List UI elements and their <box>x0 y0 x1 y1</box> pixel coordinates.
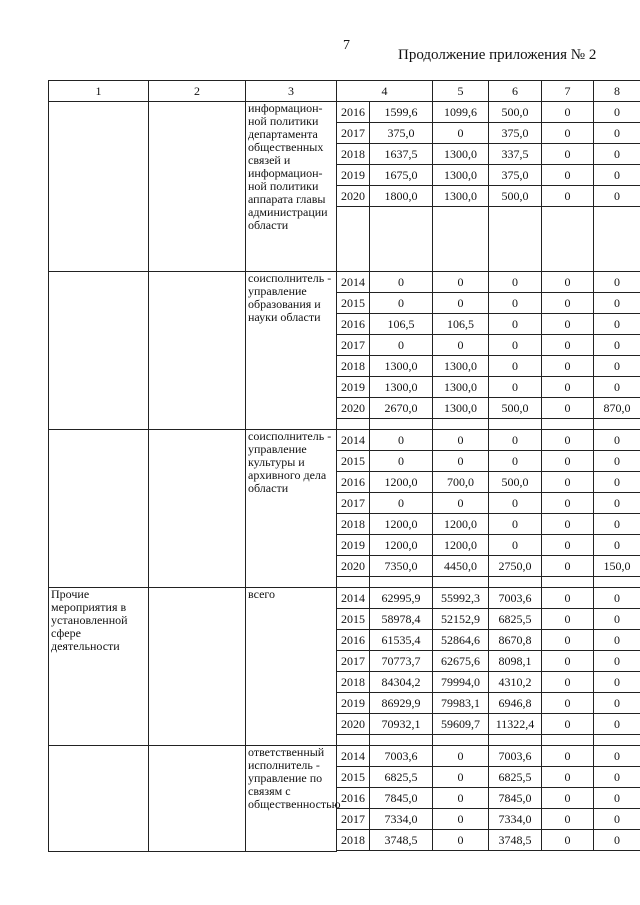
value-cell: 0 <box>489 514 542 535</box>
empty-cell <box>542 735 594 746</box>
value-cell: 62995,9 <box>370 588 433 609</box>
empty-cell <box>489 735 542 746</box>
value-cell: 1300,0 <box>433 377 489 398</box>
year-cell: 2017 <box>337 809 370 830</box>
value-cell: 0 <box>433 293 489 314</box>
value-cell: 0 <box>542 335 594 356</box>
column-header: 2 <box>149 81 246 102</box>
value-cell: 7350,0 <box>370 556 433 577</box>
year-cell: 2019 <box>337 165 370 186</box>
value-cell: 0 <box>370 272 433 293</box>
year-cell: 2016 <box>337 630 370 651</box>
value-cell: 4450,0 <box>433 556 489 577</box>
year-cell: 2019 <box>337 535 370 556</box>
year-cell: 2017 <box>337 651 370 672</box>
value-cell: 0 <box>489 535 542 556</box>
year-cell: 2017 <box>337 493 370 514</box>
value-cell: 0 <box>594 165 640 186</box>
value-cell: 0 <box>370 293 433 314</box>
value-cell: 375,0 <box>489 123 542 144</box>
value-cell: 0 <box>542 788 594 809</box>
empty-cell <box>542 207 594 272</box>
year-cell: 2015 <box>337 609 370 630</box>
empty-cell <box>542 851 594 852</box>
year-cell: 2014 <box>337 588 370 609</box>
value-cell: 0 <box>542 672 594 693</box>
value-cell: 0 <box>594 535 640 556</box>
value-cell: 0 <box>542 809 594 830</box>
value-cell: 375,0 <box>370 123 433 144</box>
value-cell: 0 <box>433 335 489 356</box>
code-cell <box>149 272 246 430</box>
value-cell: 1300,0 <box>370 377 433 398</box>
year-cell: 2017 <box>337 335 370 356</box>
value-cell: 0 <box>594 451 640 472</box>
measure-name-cell <box>49 746 149 852</box>
empty-cell <box>489 851 542 852</box>
value-cell: 0 <box>489 293 542 314</box>
value-cell: 0 <box>594 651 640 672</box>
value-cell: 61535,4 <box>370 630 433 651</box>
empty-cell <box>337 419 370 430</box>
value-cell: 55992,3 <box>433 588 489 609</box>
year-cell: 2018 <box>337 672 370 693</box>
value-cell: 0 <box>594 430 640 451</box>
value-cell: 0 <box>542 293 594 314</box>
value-cell: 7334,0 <box>489 809 542 830</box>
value-cell: 106,5 <box>370 314 433 335</box>
column-header: 4 <box>337 81 433 102</box>
value-cell: 0 <box>542 165 594 186</box>
value-cell: 150,0 <box>594 556 640 577</box>
value-cell: 6825,5 <box>489 767 542 788</box>
value-cell: 0 <box>433 746 489 767</box>
value-cell: 0 <box>433 830 489 851</box>
value-cell: 500,0 <box>489 472 542 493</box>
code-cell <box>149 102 246 272</box>
value-cell: 0 <box>594 809 640 830</box>
value-cell: 8670,8 <box>489 630 542 651</box>
value-cell: 0 <box>489 430 542 451</box>
value-cell: 1200,0 <box>370 535 433 556</box>
value-cell: 52864,6 <box>433 630 489 651</box>
value-cell: 700,0 <box>433 472 489 493</box>
empty-cell <box>489 577 542 588</box>
value-cell: 0 <box>594 186 640 207</box>
year-cell: 2020 <box>337 398 370 419</box>
value-cell: 870,0 <box>594 398 640 419</box>
value-cell: 1200,0 <box>433 514 489 535</box>
empty-cell <box>370 207 433 272</box>
empty-cell <box>542 419 594 430</box>
value-cell: 6825,5 <box>370 767 433 788</box>
column-header: 7 <box>542 81 594 102</box>
value-cell: 0 <box>594 672 640 693</box>
empty-cell <box>433 735 489 746</box>
value-cell: 0 <box>542 535 594 556</box>
table-row <box>49 102 640 123</box>
year-cell: 2016 <box>337 314 370 335</box>
value-cell: 1300,0 <box>433 144 489 165</box>
table-row <box>49 588 640 609</box>
value-cell: 0 <box>594 746 640 767</box>
executor-cell: ответственный исполнитель - управление по связям с общественностью <box>246 746 337 852</box>
value-cell: 0 <box>370 493 433 514</box>
value-cell: 337,5 <box>489 144 542 165</box>
value-cell: 0 <box>542 430 594 451</box>
empty-cell <box>370 419 433 430</box>
value-cell: 0 <box>542 493 594 514</box>
table-row <box>49 272 640 293</box>
code-cell <box>149 746 246 852</box>
value-cell: 0 <box>542 651 594 672</box>
value-cell: 79983,1 <box>433 693 489 714</box>
empty-cell <box>594 207 640 272</box>
empty-cell <box>337 851 370 852</box>
value-cell: 0 <box>594 102 640 123</box>
value-cell: 1200,0 <box>370 514 433 535</box>
value-cell: 1300,0 <box>433 165 489 186</box>
value-cell: 0 <box>542 102 594 123</box>
year-cell: 2015 <box>337 293 370 314</box>
value-cell: 0 <box>594 144 640 165</box>
value-cell: 500,0 <box>489 186 542 207</box>
column-header: 3 <box>246 81 337 102</box>
value-cell: 0 <box>542 377 594 398</box>
empty-cell <box>594 851 640 852</box>
year-cell: 2016 <box>337 472 370 493</box>
value-cell: 1800,0 <box>370 186 433 207</box>
year-cell: 2014 <box>337 430 370 451</box>
empty-cell <box>594 419 640 430</box>
year-cell: 2018 <box>337 144 370 165</box>
executor-cell: всего <box>246 588 337 746</box>
value-cell: 1300,0 <box>433 356 489 377</box>
value-cell: 0 <box>489 451 542 472</box>
value-cell: 0 <box>542 556 594 577</box>
empty-cell <box>370 735 433 746</box>
year-cell: 2016 <box>337 102 370 123</box>
year-cell: 2018 <box>337 356 370 377</box>
year-cell: 2020 <box>337 714 370 735</box>
table-row <box>49 430 640 451</box>
value-cell: 1637,5 <box>370 144 433 165</box>
value-cell: 1300,0 <box>433 398 489 419</box>
value-cell: 0 <box>594 588 640 609</box>
year-cell: 2015 <box>337 767 370 788</box>
executor-cell: соисполнитель - управление образования и науки области <box>246 272 337 430</box>
year-cell: 2019 <box>337 377 370 398</box>
value-cell: 2750,0 <box>489 556 542 577</box>
value-cell: 0 <box>433 767 489 788</box>
value-cell: 1099,6 <box>433 102 489 123</box>
year-cell: 2016 <box>337 788 370 809</box>
year-cell: 2015 <box>337 451 370 472</box>
value-cell: 0 <box>489 377 542 398</box>
year-cell: 2014 <box>337 746 370 767</box>
empty-cell <box>433 207 489 272</box>
value-cell: 79994,0 <box>433 672 489 693</box>
column-header: 5 <box>433 81 489 102</box>
empty-cell <box>594 577 640 588</box>
value-cell: 0 <box>542 767 594 788</box>
value-cell: 0 <box>594 493 640 514</box>
value-cell: 0 <box>542 144 594 165</box>
column-header: 1 <box>49 81 149 102</box>
column-header: 6 <box>489 81 542 102</box>
value-cell: 6825,5 <box>489 609 542 630</box>
code-cell <box>149 430 246 588</box>
value-cell: 62675,6 <box>433 651 489 672</box>
value-cell: 500,0 <box>489 398 542 419</box>
value-cell: 0 <box>433 788 489 809</box>
value-cell: 0 <box>489 335 542 356</box>
year-cell: 2018 <box>337 514 370 535</box>
value-cell: 7334,0 <box>370 809 433 830</box>
empty-cell <box>489 419 542 430</box>
year-cell: 2020 <box>337 186 370 207</box>
value-cell: 1200,0 <box>433 535 489 556</box>
code-cell <box>149 588 246 746</box>
value-cell: 0 <box>370 430 433 451</box>
value-cell: 0 <box>542 714 594 735</box>
value-cell: 1675,0 <box>370 165 433 186</box>
value-cell: 58978,4 <box>370 609 433 630</box>
value-cell: 70773,7 <box>370 651 433 672</box>
value-cell: 86929,9 <box>370 693 433 714</box>
value-cell: 0 <box>542 356 594 377</box>
empty-cell <box>433 419 489 430</box>
value-cell: 7003,6 <box>489 588 542 609</box>
value-cell: 0 <box>433 430 489 451</box>
value-cell: 0 <box>433 272 489 293</box>
executor-cell: информацион-ной политики департамента общественных связей и информацион-ной политики аппарата главы администрации области <box>246 102 337 272</box>
value-cell: 0 <box>542 588 594 609</box>
appendix-label: Продолжение приложения № 2 <box>398 47 597 63</box>
value-cell: 0 <box>542 609 594 630</box>
value-cell: 0 <box>542 746 594 767</box>
value-cell: 500,0 <box>489 102 542 123</box>
value-cell: 70932,1 <box>370 714 433 735</box>
executor-cell: соисполнитель - управление культуры и архивного дела области <box>246 430 337 588</box>
year-cell: 2020 <box>337 556 370 577</box>
value-cell: 0 <box>542 693 594 714</box>
year-cell: 2017 <box>337 123 370 144</box>
value-cell: 1599,6 <box>370 102 433 123</box>
value-cell: 0 <box>542 514 594 535</box>
value-cell: 52152,9 <box>433 609 489 630</box>
value-cell: 0 <box>542 398 594 419</box>
empty-cell <box>337 207 370 272</box>
value-cell: 0 <box>594 514 640 535</box>
measure-name-cell: Прочие мероприятия в установленной сфере деятельности <box>49 588 149 746</box>
year-cell: 2014 <box>337 272 370 293</box>
measure-name-cell <box>49 102 149 272</box>
empty-cell <box>370 577 433 588</box>
value-cell: 0 <box>489 272 542 293</box>
empty-cell <box>433 577 489 588</box>
value-cell: 0 <box>542 314 594 335</box>
value-cell: 0 <box>489 493 542 514</box>
value-cell: 0 <box>542 186 594 207</box>
value-cell: 0 <box>594 314 640 335</box>
year-cell: 2019 <box>337 693 370 714</box>
value-cell: 7845,0 <box>370 788 433 809</box>
empty-cell <box>594 735 640 746</box>
value-cell: 7845,0 <box>489 788 542 809</box>
value-cell: 0 <box>594 714 640 735</box>
value-cell: 0 <box>542 472 594 493</box>
empty-cell <box>542 577 594 588</box>
year-cell: 2018 <box>337 830 370 851</box>
value-cell: 2670,0 <box>370 398 433 419</box>
table-row <box>49 746 640 767</box>
value-cell: 106,5 <box>433 314 489 335</box>
header-row <box>49 81 640 102</box>
value-cell: 6946,8 <box>489 693 542 714</box>
value-cell: 0 <box>370 451 433 472</box>
value-cell: 0 <box>594 830 640 851</box>
value-cell: 0 <box>433 123 489 144</box>
value-cell: 1300,0 <box>370 356 433 377</box>
value-cell: 0 <box>542 272 594 293</box>
value-cell: 0 <box>594 788 640 809</box>
measure-name-cell <box>49 272 149 430</box>
value-cell: 8098,1 <box>489 651 542 672</box>
value-cell: 0 <box>433 809 489 830</box>
value-cell: 0 <box>542 630 594 651</box>
value-cell: 0 <box>370 335 433 356</box>
value-cell: 0 <box>594 123 640 144</box>
value-cell: 1300,0 <box>433 186 489 207</box>
empty-cell <box>337 577 370 588</box>
value-cell: 3748,5 <box>489 830 542 851</box>
value-cell: 0 <box>489 356 542 377</box>
value-cell: 0 <box>542 830 594 851</box>
value-cell: 0 <box>594 693 640 714</box>
page-number: 7 <box>343 38 350 53</box>
value-cell: 11322,4 <box>489 714 542 735</box>
value-cell: 0 <box>542 123 594 144</box>
measure-name-cell <box>49 430 149 588</box>
value-cell: 4310,2 <box>489 672 542 693</box>
value-cell: 0 <box>594 293 640 314</box>
value-cell: 375,0 <box>489 165 542 186</box>
value-cell: 0 <box>594 335 640 356</box>
value-cell: 0 <box>542 451 594 472</box>
budget-table <box>48 80 640 852</box>
value-cell: 84304,2 <box>370 672 433 693</box>
value-cell: 7003,6 <box>370 746 433 767</box>
value-cell: 3748,5 <box>370 830 433 851</box>
value-cell: 0 <box>433 493 489 514</box>
column-header: 8 <box>594 81 640 102</box>
value-cell: 0 <box>594 272 640 293</box>
value-cell: 0 <box>489 314 542 335</box>
value-cell: 0 <box>594 630 640 651</box>
value-cell: 0 <box>594 377 640 398</box>
value-cell: 0 <box>594 609 640 630</box>
empty-cell <box>337 735 370 746</box>
empty-cell <box>433 851 489 852</box>
value-cell: 0 <box>594 356 640 377</box>
value-cell: 0 <box>433 451 489 472</box>
value-cell: 7003,6 <box>489 746 542 767</box>
empty-cell <box>370 851 433 852</box>
value-cell: 0 <box>594 472 640 493</box>
value-cell: 0 <box>594 767 640 788</box>
value-cell: 1200,0 <box>370 472 433 493</box>
value-cell: 59609,7 <box>433 714 489 735</box>
empty-cell <box>489 207 542 272</box>
